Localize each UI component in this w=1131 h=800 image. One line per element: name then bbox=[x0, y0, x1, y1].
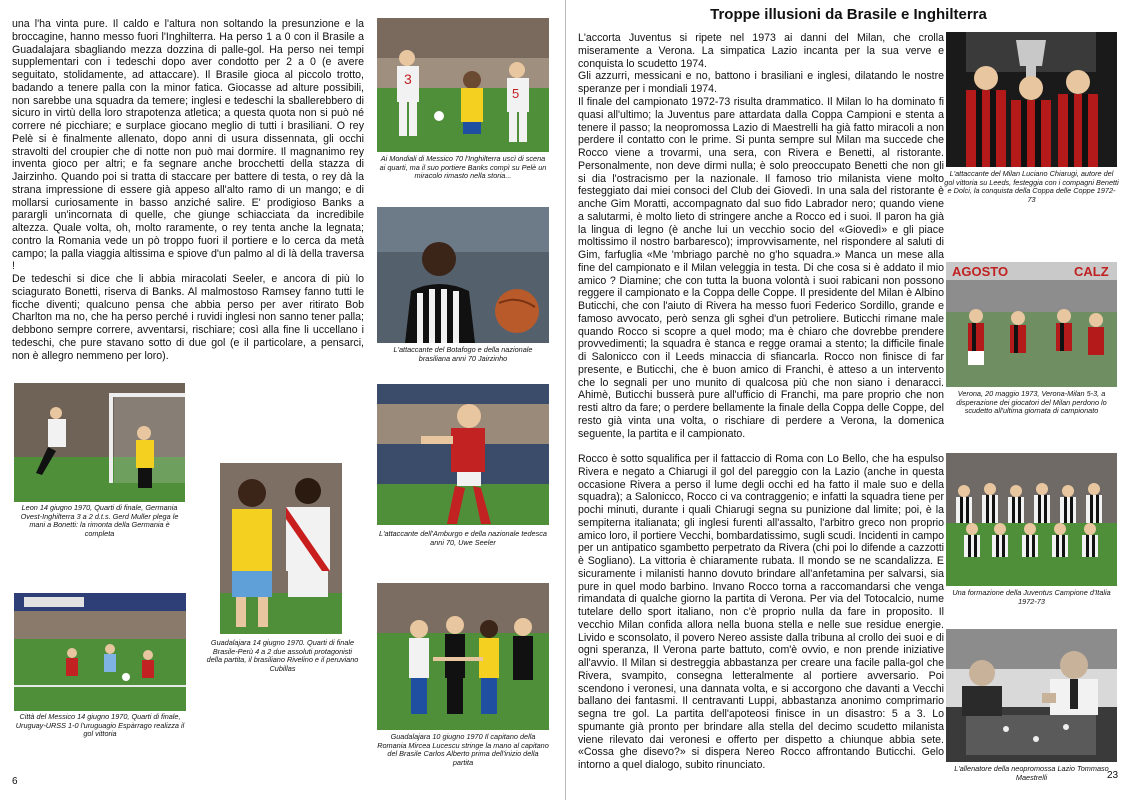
left-paragraph-1: una l'ha vinta pure. Il caldo e l'altura non soltando la presunzione e la broccagine, hanno messo fuori l'Inghilterra. Ha perso 1 a 0 con il Brasile a Guadalajara sbagliando mezza dozzina di palle-gol. Ha perso nei tempi supplementari con i tedeschi dopo aver condotto per 2 a 0 (e avere seguitato, stolidamente, ad attaccare). Il Brasile gioca al piccolo trotto, badando a tenere palla con la minor fatica. Giocasse ad alture possibili, non sarebbe una squadra da temere; inglesi e tedeschi la sballerebbero di sicuro in virtù della loro strapotenza atletica; a questa quota non si può né correre né picchiare; e surplace giocano meglio di tutti i brasiliani. O rey Pelè si è finalmente allenato, dopo anni di usura dissennata, gli occhi stravolti del croupier che di notte non può mai dormire. Il magnanimo rey inventa gioco per altri; e fa segnare anche brocchetti della stazza di Jairzinho. Quando poi si tratta di staccare per battere di testa, o rey dà la strana impressione di essere già appeso all'alto ramo di un mango; e di mollarsi curiosamente in basso anziché salire. E' prodigioso Banks a parargli un'incornata di quelle, che giunge schiacciata da incredibile altezza. Quale volta, oh, molto raramente, o rey tenta anche la legnata; contro la Romania vede un pò troppo fuori il portiere e lo cerca da metà campo; la palla viaggia altissima e spiove d'un palmo al di là della traversa ! bbox=[12, 18, 364, 273]
page-number-left: 6 bbox=[12, 776, 18, 787]
photo-seeler bbox=[377, 384, 549, 525]
right-paragraph-1: L'accorta Juventus si ripete nel 1973 ai danni del Milan, che crolla miseramente a Verona. La simpatica Lazio incanta per la sua verve e conquista lo scudetto 1974. bbox=[578, 32, 944, 70]
right-page bbox=[566, 0, 1131, 800]
caption-rivelino: Guadalajara 14 giugno 1970. Quarti di finale Brasile-Perù 4 a 2 due assoluti protagonisti della partita, il brasiliano Rivelino e il peruviano Cubillas bbox=[206, 638, 359, 673]
photo-esparrago bbox=[14, 593, 186, 711]
photo-jairzinho bbox=[377, 207, 549, 343]
right-paragraph-2: Gli azzurri, messicani e no, battono i brasiliani e inglesi, dilatando le nostre speranze per i mondiali 1974. bbox=[578, 70, 944, 95]
caption-seeler: L'attaccante dell'Amburgo e della nazionale tedesca anni 70, Uwe Seeler bbox=[379, 529, 547, 547]
photo-lucescu-carlos-alberto bbox=[377, 583, 549, 730]
caption-juventus: Una formazione della Juventus Campione d'Italia 1972-73 bbox=[952, 588, 1111, 606]
svg-text:5: 5 bbox=[512, 86, 520, 101]
page-number-right: 23 bbox=[1107, 770, 1119, 781]
caption-chiarugi: L'attaccante del Milan Luciano Chiarugi, autore del gol vittoria su Leeds, festeggia con i compagni Benetti e Dolci, la conquista della Coppa delle Coppe 1972-73 bbox=[944, 169, 1119, 204]
caption-leon: Leon 14 giugno 1970, Quarti di finale, Germania Ovest-Inghilterra 3 a 2 d.t.s. Gerd Muller plega le mani a Bonetti: la rimonta della Germania è completa bbox=[20, 503, 179, 538]
article-title: Troppe illusioni da Brasile e Inghilterra bbox=[710, 6, 987, 23]
photo-rivelino-cubillas bbox=[220, 463, 342, 634]
photo-banks-pele bbox=[377, 18, 549, 152]
caption-esparrago: Città del Messico 14 giugno 1970, Quarti di finale, Uruguay-URSS 1-0 l'uruguagio Espàrrago realizza il gol vittoria bbox=[15, 712, 185, 739]
caption-banks: Ai Mondiali di Messico 70 l'Inghilterra uscì di scena ai quarti, ma il suo portiere Banks compì su Pelè un miracolo rimasto nella storia... bbox=[379, 154, 547, 181]
right-paragraph-4: Rocco è sotto squalifica per il fattaccio di Roma con Lo Bello, che ha espulso Rivera e negato a Chiarugi il gol del pareggio con la Lazio (anche in questa occasione Rivera a perso il lume degli occhi ed ha fatto il male suo e della squadra); a Salonicco, Rocco ci va contraggenio; e infatti la squadra tiene per pochi minuti, durante i quali Chiarugi segna su punizione dal limite; poi, è la sempiterna italianata; gli inglesi furenti all'assalto, l'arbitro greco non proprio amico loro, il portiere Vecchi, bombardatissimo, sugli scudi. Incidenti in campo per un antipatico sgambetto perpetrato da Rivera (chi poi lo difende a cazzotti è Sogliano). La vittoria è chiaramente rubata. Il mondo se ne scandalizza. E sicuramente i milanisti hanno dovuto brindare all'anfetamina per salvarsi, sia pure in quel modo barbino. Invano Rocco torna a raccomandarsi che venga rimandata di qualche giorno la partita di Verona. Per via del Totocalcio, nume tutelare dello sport italiano, non c'è proprio nulla da fare in proposito. Il vecchio Milan confida allora nella buona stella e nelle sue residue energie. Livido e sconsolato, il povero Nereo assiste dalla tribuna al crollo dei suoi e di ogni speranza, Il Verona parte battuto, com'è ovvio, e non prende iniziative all'avvio. Il Milan si destreggia abbastanza per creare una facile palla-gol che Rivera, svampito, consegna letteralmente al portiere avversario. Poi scendono i veronesi, una dannata volta, e si accorgono che davanti a Vecchi ballano dei fantasmi. Il centravanti Luppi, abbastanza anonimo comprimario segna tre gol. La partita dell'apoteosi finisce in un disastro: 5 a 3. Lo spumante già pronto per brindare alla stella del decimo scudetto milanista viene rilevato dai veronesi e offerto per dispetto a chiunque abbia sete. «Cossa ghe disevo?» si dispera Nereo Rocco affrontando Buticchi. Gelo intorno a quel dialogo, subito rinunciato. bbox=[578, 453, 944, 771]
photo-maestrelli bbox=[946, 629, 1117, 762]
photo-juventus-team bbox=[946, 453, 1117, 586]
photo-chiarugi-cup bbox=[946, 32, 1117, 167]
right-paragraph-3: Il finale del campionato 1972-73 risulta drammatico. Il Milan lo ha dominato fi quasi all'ultimo; la Juventus pare attardata dalla Coppa Campioni e stenta a tenere il passo; la neopromossa Lazio di Maestrelli ha già fatto miracoli a non perdere il contatto con le prime. Si punta sempre sul Milan ma succede che Rocco viene a trovarmi, una sera, con Rivera e Benetti, al ristorante. Personalmente, non deve dirmi nulla; è solo preoccupato Benetti che non gli si dia l'ostracismo per la nazionale. Il famoso trio milanista viene molto festeggiato dai miei consoci del Club dei Giovedì. In una sala del ristorante è anche Gim Moratti, accompagnato dal suo fido Labrador nero; quando viene a salutarmi, è molto lieto di stringere anche a Rocco ed i suoi. Il paron ha già la lingua di legno (è anche lui un vecchio socio del «Giovedì» e gli piace moltissimo il nostro barbaresco); improvvisamente, nel rispondere al saluti di Gim, farfuglia «Me 'mbriago parchè no g'ho squadra.» Manca un mese alla fine del campionato e il Milan veleggia in testa. Di che cosa si è addato il mio amico ? Diamine; che con tutta la buona volontà i suoi rabicani non possono reggere il campionato e la Coppa delle Coppe. Il presidente del Milan è Albino Buticchi, che con l'aiuto di Rivera ha messo fuori Federico Sordillo, grande e famoso avvocato, però senza gli sghei d'un petroliere. Buticchi rimane male quando Rocco si scopre a quel modo; ma è chiaro che dovrebbe prendere provvedimenti; la squadra è stanca e regge oramai a stento; la difficile finale di Salonicco con il Leeds minaccia di sfiancarla. Rocco non finisce di far presente, e Buticchi, che è buon amico di Franchi, è atteso a un intervento che lo segnali per uno munito di qualcosa più che non siano i denaracci. Ahimè, Buticchi busserà pure all'ufficio di Franchi, ma pare proprio che non resti altro da fare; o perdere bellamente la finale della Coppa delle Coppe, del resto già vinta una volta, o rischiare di perdere a Verona, la domenica seguente, la partita e il campionato. bbox=[578, 96, 944, 440]
photo-leon bbox=[14, 383, 185, 502]
photo-verona-milan bbox=[946, 262, 1117, 387]
billboard-calz: CALZ bbox=[1074, 264, 1109, 279]
left-paragraph-2: De tedeschi si dice che li abbia miracolati Seeler, e ancora di più lo sciagurato Bonetti, riserva di Banks. Al malmostoso Ramsey fanno tutti le ficche diventi; qualcuno pensa che abbia perso per aver ritirato Bob Charlton ma no, che ha perso perché i ruvidi inglesi non sanno tener palla; debbono sempre correre, avventarsi, rischiare; così alla fine li uccellano i tedeschi, che pure stavano sotto di due gol (e il particolare, a pensarci, non è allegro nemmeno per loro). bbox=[12, 273, 364, 362]
svg-text:3: 3 bbox=[404, 71, 412, 87]
caption-jairzinho: L'attaccante del Botafogo e della nazionale brasiliana anni 70 Jairzinho bbox=[393, 345, 533, 363]
caption-verona: Verona, 20 maggio 1973, Verona-Milan 5-3, a disperazione dei giocatori del Milan perdono lo scudetto all'ultima giornata di campionato bbox=[956, 389, 1107, 416]
billboard-agosto: AGOSTO bbox=[952, 264, 1009, 279]
caption-lucescu: Guadalajara 10 giugno 1970 Il capitano della Romania Mircea Lucescu stringe la mano al capitano del Brasile Carlos Alberto prima dell'inizio della partita bbox=[377, 732, 549, 767]
caption-maestrelli: L'allenatore della neopromossa Lazio Tommaso Maestrelli bbox=[954, 764, 1109, 782]
